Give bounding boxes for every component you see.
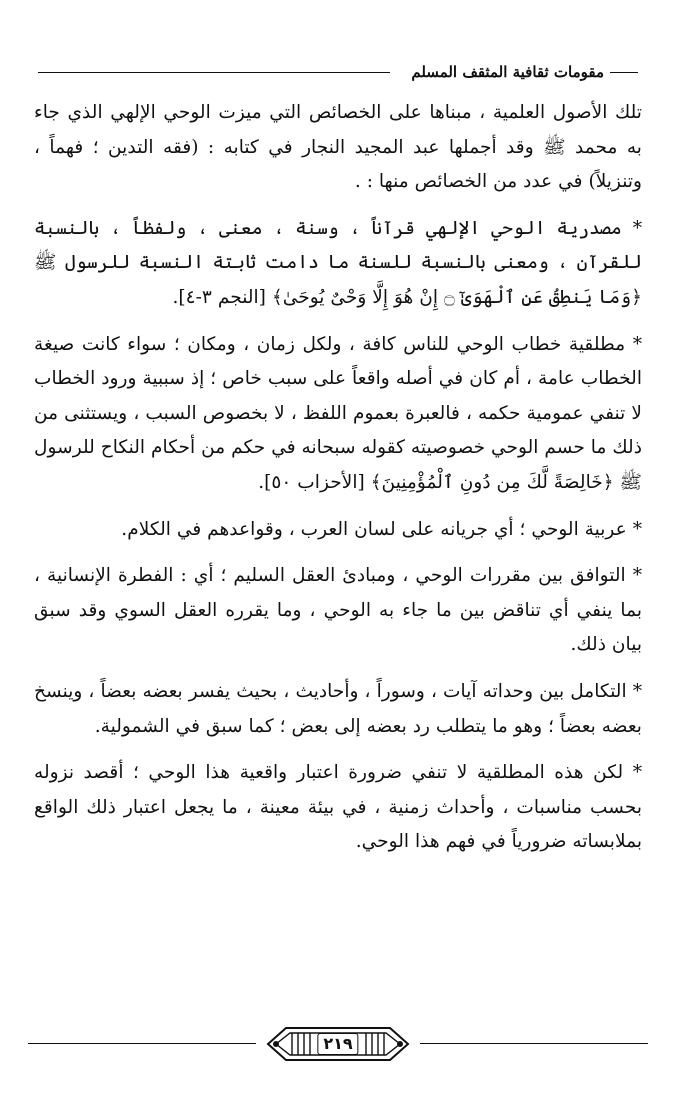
page-number-ornament <box>264 1022 412 1066</box>
header-rule-left <box>38 72 390 73</box>
paragraph-arabic: * عربية الوحي ؛ أي جريانه على لسان العرب ، وقواعدهم في الكلام. <box>121 518 642 540</box>
paragraph-reality: * لكن هذه المطلقية لا تنفي ضرورة اعتبار واقعية هذا الوحي ؛ أقصد نزوله بحسب مناسبات ، وأحداث زمنية ، في بيئة معينة ، ما يجعل اعتبار ذلك الواقع بملابساته ضرورياً في فهم هذا الوحي. <box>34 762 642 853</box>
paragraph-revelation-source: * مصدرية الوحي الإلهي قرآناً ، وسنة ، معنى ، ولفظاً ، بالنسبة للقرآن ، ومعنى بالنسبة للسنة ما دامت ثابتة النسبة للرسول ﷺ ﴿وَمَا يَنطِقُ عَنِ ٱلْهَوَىٰٓ ۝ إِنْ هُوَ إِلَّا وَحْىٌ يُوحَىٰ﴾ [النجم ٣-٤]. <box>34 217 642 308</box>
header-title: مقومات ثقافية المثقف المسلم <box>411 63 604 81</box>
page-number: ٢١٩ <box>317 1033 358 1055</box>
page-body <box>34 96 642 872</box>
running-header <box>38 60 638 84</box>
footer-rule-right <box>420 1043 648 1044</box>
footer-rule-left <box>28 1043 256 1044</box>
paragraph-integration: * التكامل بين وحداته آيات ، وسوراً ، وأحاديث ، بحيث يفسر بعضه بعضاً ، وينسخ بعضه بعضاً ؛ وهو ما يتطلب رد بعضه إلى بعض ؛ كما سبق في الشمولية. <box>34 680 642 737</box>
paragraph-universality: * مطلقية خطاب الوحي للناس كافة ، ولكل زمان ، ومكان ؛ سواء كانت صيغة الخطاب عامة ، أم كان في أصله واقعاً على سبب خاص ؛ إذ سببية ورود الخطاب لا تنفي عمومية حكمه ، فالعبرة بعموم اللفظ ، لا بخصوص السبب ، ويستثنى من ذلك ما حسم الوحي خصوصيته كقوله سبحانه في حكم من أحكام النكاح للرسول ﷺ ﴿خَالِصَةً لَّكَ مِن دُونِ ٱلْمُؤْمِنِينَ﴾ [الأحزاب ٥٠]. <box>34 333 642 493</box>
paragraph-intro: تلك الأصول العلمية ، مبناها على الخصائص التي ميزت الوحي الإلهي الذي جاء به محمد ﷺ وقد أجملها عبد المجيد النجار في كتابه : (فقه التدين ؛ فهماً ، وتنزيلاً) في عدد من الخصائص منها : . <box>34 102 642 193</box>
header-rule-right <box>610 72 638 73</box>
paragraph-reason-harmony: * التوافق بين مقررات الوحي ، ومبادئ العقل السليم ؛ أي : الفطرة الإنسانية ، بما ينفي أي تناقض بين ما جاء به الوحي ، وما يقرره العقل السوي وقد سبق بيان ذلك. <box>34 565 642 656</box>
page-footer <box>28 1022 648 1066</box>
